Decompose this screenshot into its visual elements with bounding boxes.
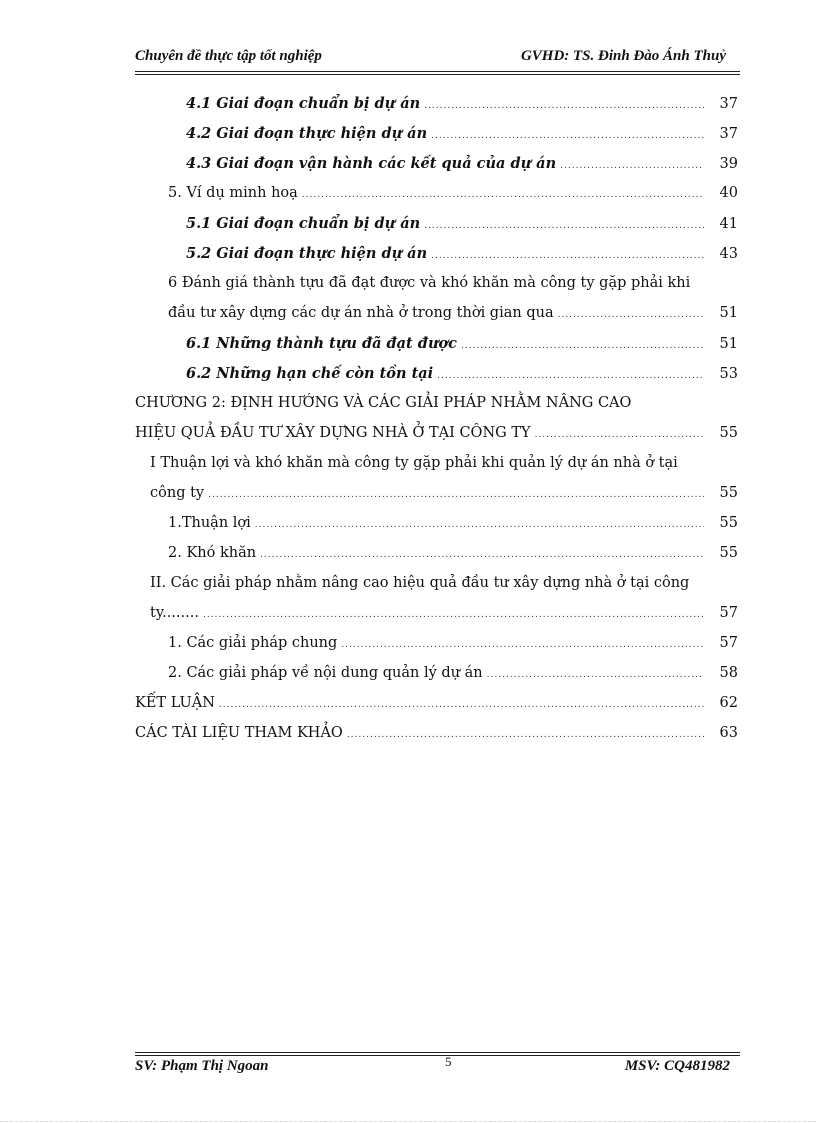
- toc-entry-5-2: [186, 245, 738, 267]
- toc-entry-title: 5.1 Giai đoạn chuẩn bị dự án: [186, 215, 421, 232]
- toc-page-number: 57: [719, 635, 738, 651]
- toc-references: [135, 725, 738, 747]
- toc-page-number: 57: [719, 605, 738, 621]
- toc-entry-title: ty........: [150, 605, 199, 621]
- toc-section-I: [150, 485, 738, 507]
- toc-leader-dots: [347, 730, 704, 740]
- toc-entry-title: 6.1 Những thành tựu đã đạt được: [186, 335, 457, 352]
- toc-page-number: 51: [719, 305, 738, 321]
- toc-entry-6-1: [186, 335, 738, 357]
- toc-leader-dots: [260, 550, 704, 560]
- toc-page-number: 63: [719, 725, 738, 741]
- toc-entry-title: 1.Thuận lợi: [168, 515, 251, 531]
- toc-page-number: 55: [719, 485, 738, 501]
- toc-leader-dots: [487, 670, 704, 680]
- toc-leader-dots: [560, 161, 704, 171]
- toc-page-number: 53: [719, 366, 738, 382]
- toc-entry-title: đầu tư xây dựng các dự án nhà ở trong thời gian qua: [168, 305, 554, 321]
- toc-entry-6-line1: 6 Đánh giá thành tựu đã đạt được và khó khăn mà công ty gặp phải khi: [168, 275, 691, 291]
- toc-entry-title: 5. Ví dụ minh hoạ: [168, 185, 298, 201]
- toc-leader-dots: [341, 640, 704, 650]
- toc-leader-dots: [219, 700, 704, 710]
- toc-entry-4-1: [186, 95, 738, 117]
- toc-entry-title: 6.2 Những hạn chế còn tồn tại: [186, 365, 434, 382]
- toc-leader-dots: [208, 490, 704, 500]
- toc-section-II: [150, 605, 738, 627]
- toc-page-number: 41: [719, 216, 738, 232]
- toc-leader-dots: [558, 310, 704, 320]
- toc-entry-title: 2. Khó khăn: [168, 545, 257, 561]
- toc-conclusion: [135, 695, 738, 717]
- toc-entry-title: HIỆU QUẢ ĐẦU TƯ XÂY DỰNG NHÀ Ở TẠI CÔNG TY: [135, 425, 531, 441]
- toc-entry-title: 1. Các giải pháp chung: [168, 635, 338, 651]
- toc-leader-dots: [424, 101, 704, 111]
- toc-entry-title: 5.2 Giai đoạn thực hiện dự án: [186, 245, 428, 262]
- toc-leader-dots: [431, 131, 704, 141]
- toc-entry-II-1: [168, 635, 738, 657]
- toc-entry-5: [168, 185, 738, 207]
- toc-entry-I-2: [168, 545, 738, 567]
- toc-page-number: 39: [719, 156, 738, 172]
- toc-chapter-2-line1: CHƯƠNG 2: ĐỊNH HƯỚNG VÀ CÁC GIẢI PHÁP NHẰM NÂNG CAO: [135, 395, 632, 411]
- toc-page-number: 51: [719, 336, 738, 352]
- toc-entry-title: 4.3 Giai đoạn vận hành các kết quả của dự án: [186, 155, 557, 172]
- toc-entry-title: 2. Các giải pháp về nội dung quản lý dự án: [168, 665, 483, 681]
- toc-entry-title: 4.1 Giai đoạn chuẩn bị dự án: [186, 95, 421, 112]
- toc-leader-dots: [203, 610, 704, 620]
- footer-student-id: MSV: CQ481982: [624, 1058, 730, 1074]
- toc-entry-title: CÁC TÀI LIỆU THAM KHẢO: [135, 725, 343, 741]
- toc-leader-dots: [437, 371, 704, 381]
- page-footer: [135, 1054, 740, 1080]
- toc-entry-I-1: [168, 515, 738, 537]
- toc-entry-title: KẾT LUẬN: [135, 695, 215, 711]
- toc-leader-dots: [424, 221, 704, 231]
- toc-section-II-line1: II. Các giải pháp nhằm nâng cao hiệu quả đầu tư xây dựng nhà ở tại công: [150, 575, 690, 591]
- footer-page-number: 5: [445, 1054, 452, 1069]
- toc-entry-4-3: [186, 155, 738, 177]
- toc-leader-dots: [461, 341, 704, 351]
- toc-entry-title: công ty: [150, 485, 205, 501]
- toc-leader-dots: [431, 251, 704, 261]
- toc-entry-6: [168, 305, 738, 327]
- toc-entry-5-1: [186, 215, 738, 237]
- page-header: [135, 48, 740, 70]
- toc-section-I-line1: I Thuận lợi và khó khăn mà công ty gặp phải khi quản lý dự án nhà ở tại: [150, 455, 678, 471]
- toc-page-number: 58: [719, 665, 738, 681]
- header-advisor: GVHD: TS. Đinh Đào Ánh Thuỷ: [520, 48, 726, 64]
- toc-entry-II-2: [168, 665, 738, 687]
- toc-page-number: 55: [719, 515, 738, 531]
- header-divider: [135, 71, 740, 75]
- toc-entry-title: 4.2 Giai đoạn thực hiện dự án: [186, 125, 428, 142]
- footer-student-name: SV: Phạm Thị Ngoan: [135, 1058, 269, 1074]
- toc-page-number: 37: [719, 126, 738, 142]
- toc-leader-dots: [255, 520, 704, 530]
- toc-leader-dots: [535, 430, 704, 440]
- toc-entry-4-2: [186, 125, 738, 147]
- toc-page-number: 62: [719, 695, 738, 711]
- toc-page-number: 43: [719, 246, 738, 262]
- toc-chapter-2: [135, 425, 738, 447]
- page-edge-divider: [0, 1121, 816, 1122]
- toc-entry-6-2: [186, 365, 738, 387]
- toc-page-number: 37: [719, 96, 738, 112]
- header-document-title: Chuyên đề thực tập tốt nghiệp: [135, 48, 322, 64]
- toc-leader-dots: [302, 190, 704, 200]
- toc-page-number: 55: [719, 545, 738, 561]
- toc-page-number: 55: [719, 425, 738, 441]
- footer-divider: [135, 1052, 740, 1056]
- toc-page-number: 40: [719, 185, 738, 201]
